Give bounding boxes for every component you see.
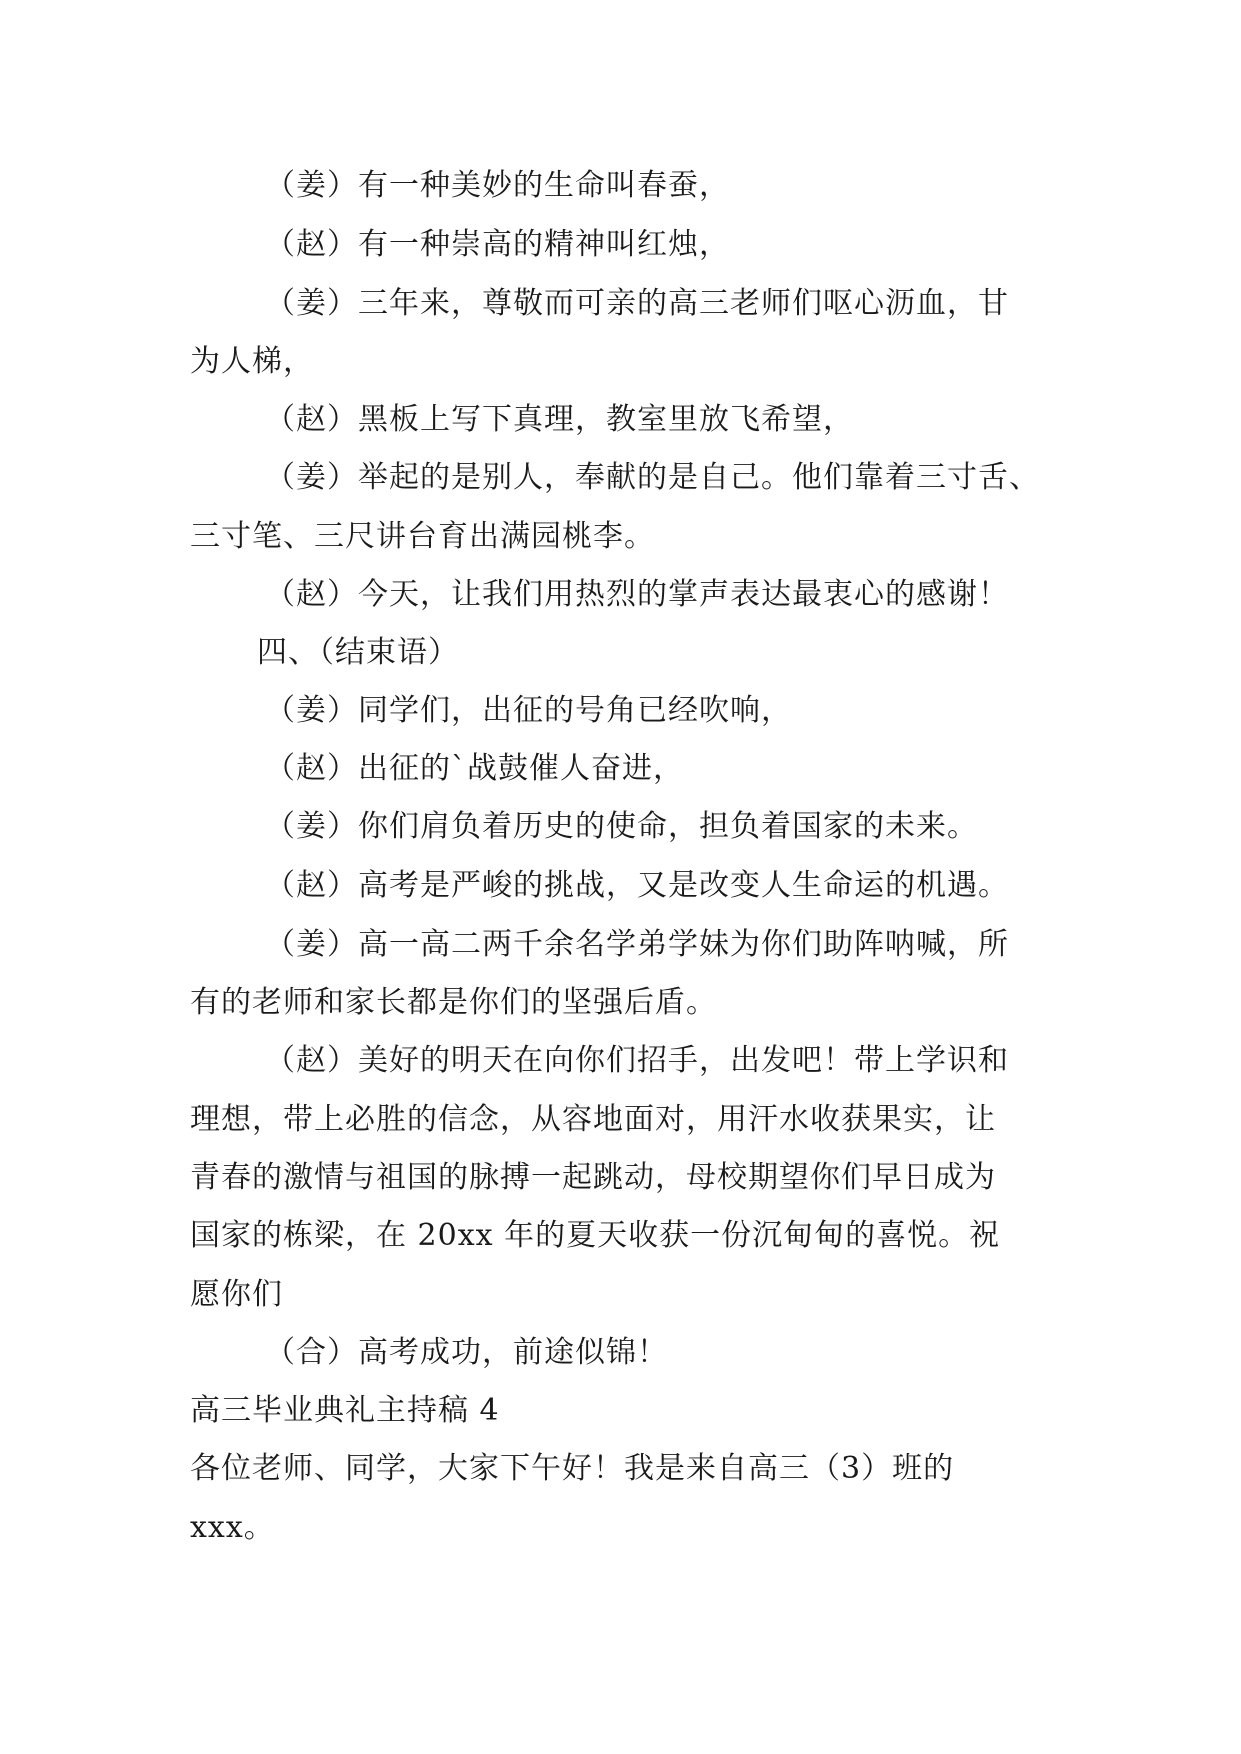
text-line: （合）高考成功，前途似锦！ — [265, 1335, 668, 1370]
text-line: （姜）有一种美妙的生命叫春蚕， — [265, 168, 730, 203]
document-title: 高三毕业典礼主持稿 4 — [190, 1393, 500, 1428]
text-line: 各位老师、同学，大家下午好！我是来自高三（3）班的 — [190, 1451, 955, 1486]
text-line: （赵）高考是严峻的挑战，又是改变人生命运的机遇。 — [265, 868, 1009, 903]
text-line: （赵）黑板上写下真理，教室里放飞希望， — [265, 402, 854, 437]
text-line: （姜）你们肩负着历史的使命，担负着国家的未来。 — [265, 809, 978, 844]
text-line: 三寸笔、三尺讲台育出满园桃李。 — [190, 519, 655, 554]
section-heading: 四、（结束语） — [257, 635, 459, 670]
text-line: （赵）有一种崇高的精神叫红烛， — [265, 227, 730, 262]
text-line: xxx。 — [190, 1510, 275, 1545]
text-line: 理想，带上必胜的信念，从容地面对，用汗水收获果实，让 — [190, 1102, 996, 1137]
text-line: （赵）美好的明天在向你们招手，出发吧！带上学识和 — [265, 1043, 1009, 1078]
text-line: 有的老师和家长都是你们的坚强后盾。 — [190, 985, 717, 1020]
text-line: （姜）同学们，出征的号角已经吹响， — [265, 693, 792, 728]
text-line: 国家的栋梁，在 20xx 年的夏天收获一份沉甸甸的喜悦。祝 — [190, 1218, 1001, 1253]
text-line: （姜）高一高二两千余名学弟学妹为你们助阵呐喊，所 — [265, 927, 1009, 962]
text-line: （姜）三年来，尊敬而可亲的高三老师们呕心沥血，甘 — [265, 286, 1009, 321]
text-line: 为人梯， — [190, 344, 314, 379]
text-line: 青春的激情与祖国的脉搏一起跳动，母校期望你们早日成为 — [190, 1160, 996, 1195]
text-line: （赵）出征的`战鼓催人奋进， — [265, 751, 684, 786]
text-line: （赵）今天，让我们用热烈的掌声表达最衷心的感谢！ — [265, 577, 1009, 612]
text-line: 愿你们 — [190, 1277, 283, 1312]
text-line: （姜）举起的是别人，奉献的是自己。他们靠着三寸舌、 — [265, 460, 1040, 495]
